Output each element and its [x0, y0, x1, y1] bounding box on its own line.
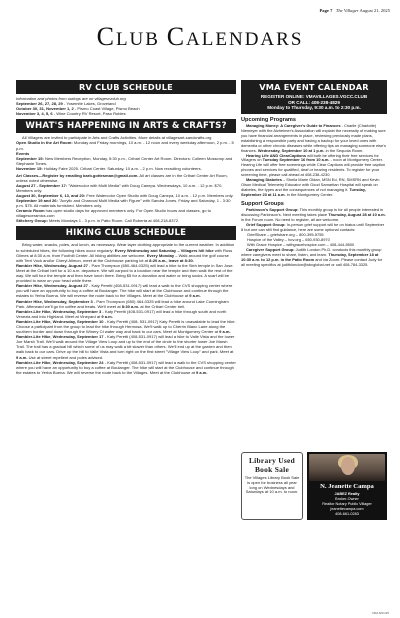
- arts-stitchery: Stitchery Group: Meets Mondays 1 - 3 p.m. in Patio Room. Call Roberta at 408-218-8372.: [16, 218, 180, 224]
- hike-6: Rambler-Lite Hike, Wednesday, September 17 - Katy Peretti (408-531-0917) will lead a hike to Valle Vista and the lower Joe Marsh Trail. We'll walk around the Village View Loop and up to the end of the circle to the shorter lower Joe Marsh Trail. The trail has a gradual hill which some of us may walk a bit slower than others. We'll end up at the garden and then walk back to our cars. Drive up the hill to Valle Vista and turn right on the first street "Village View Loop" and park. Meet at 9 a.m. Use at street repellent and poles advised.: [16, 334, 235, 360]
- publication-name: The Villager: [335, 8, 359, 13]
- library-ad-title-2: Book Sale: [254, 465, 290, 474]
- support-groups-heading: Support Groups: [241, 201, 284, 208]
- arts-event-1: September 15: New Members Reception, Monday, 5:30 p.m., Cribari Center Art Room. Directors: Colleen Mosscrop and Stephanie Tones.: [16, 155, 233, 166]
- realtor-phone: 408-661-0283: [335, 512, 359, 516]
- rv-club-banner: RV CLUB SCHEDULE: [16, 80, 236, 94]
- vma-hours: Monday to Thursday, 9:30 a.m. to 2:30 p.m.: [267, 105, 361, 111]
- realtor-name: N. Jeanette Campa: [320, 483, 374, 490]
- rv-trip-2: October 30, 31, November 1, 2 - Pismo Coast Village, Pismo Beach: [16, 106, 140, 112]
- page-header: [319, 8, 390, 13]
- hiking-club-banner: HIKING CLUB SCHEDULE: [16, 226, 236, 240]
- realtor-role: Broker-Owner: [335, 497, 359, 501]
- title-rest-2: ALENDARS: [186, 29, 304, 50]
- rv-intro: Information and photos from outings are on villagesrvclub.org: [16, 96, 126, 101]
- title-initial-2: C: [166, 22, 187, 51]
- hike-7: Rambler-Lite Hike, Wednesday, September 24 - Katy Peretti (408-531-0917) will lead a walk to the CVS shopping center where you will have an opportunity to buy a coffee at Boulanger. The hike will start at the Clubhouse and continue through the estates to Yerba Buena. We will reverse the route back to the Villages. Meet at the Clubhouse at 9 a.m.: [16, 359, 236, 375]
- arts-events-heading: Events: [16, 150, 30, 156]
- footer-code: VMA 8/21/25: [371, 611, 389, 615]
- grief-contact-1: GriefShare – griefshare.org – 800-395-5755: [247, 231, 324, 237]
- support-caregiver: Caregiver Support Group: Judith London Ph.D. conducts this monthly group where caregivers meet to share, listen, and learn. Thursday, September 18 at 10:30 a.m. to 12 p.m. in the Patio Room and via Zoom. Please contact Judy for all meeting specifics at judithlondon@sbcglobal.net or call 408-784-3325.: [241, 246, 383, 267]
- realtor-role-2: Realtor Notary Public Villager: [322, 502, 372, 506]
- upcoming-programs-heading: Upcoming Programs: [241, 116, 297, 123]
- hike-3: Rambler Hike, Wednesday, September 3 - Pam Thompson (650) 464-0325 will lead a hike around Lake Cunningham Park. Afterward we'll go for coffee and treats. We'll meet at 8:30 a.m. at the Cribari Center bell.: [16, 298, 229, 309]
- arts-intro: All Villagers are invited to participate in Arts and Crafts Activities. More details at villagesart-sandcrafts.org: [22, 135, 212, 141]
- support-parkinsons: Parkinson's Support Group: This monthly group is for all people interested in discussing Parkinson's. Next meeting takes place Thursday, August 28 at 10 a.m. in the Forum room. No need to register, all are welcome.: [241, 207, 386, 222]
- program-diabetes: Managing Diabetes – Sheila Marie Oldan, MSN Ed, RN, SMSRN and Kevin Olson Medical Telemetry Educator with Good Samaritan Hospital will speak on diabetes, the types and the consequences of not managing it. Tuesday, September 23 at 11 a.m. in the Montgomery Center.: [241, 177, 380, 198]
- arts-event-2: November 15: Holiday Faire 2025. Cribari Center. Saturday, 10 a.m. - 2 p.m. Now recruiting volunteers.: [16, 165, 202, 171]
- rv-trip-3: November 3, 4, 5, 6 - Wine Country RV Resort, Paso Robles: [16, 111, 126, 117]
- library-book-sale-ad: [241, 452, 303, 520]
- hike-1: Rambler Hike, Wednesday, August 27 - Pam Thompson (650-464-0325) will lead a hike to the Sieh temple in San Jose. Meet at the Cribari bell for a 10 a.m. departure. We will carpool to a location near the temple and then walk the rest of the way. We will tour the temple and then have lunch there. Bring $5 for a donation and water or bring socks. A scarf will be provided to wear on your head while there.: [16, 262, 234, 284]
- issue-date: August 21, 2025: [359, 8, 390, 13]
- vma-register-online: REGISTER ONLINE: VMAVILLAGES.VGCC.CLUB: [260, 94, 368, 99]
- arts-class-2: August 30, September 6, 13, and 20: Free Watercolor Open Studio with Doug Canepa, 10 a.m. - 12 p.m. Members only.: [16, 192, 234, 198]
- realtor-company: JABEZ Realty: [334, 492, 360, 496]
- vma-registration-info: [241, 94, 387, 114]
- realtor-photo: [309, 454, 385, 481]
- hike-5: Rambler-Lite Hike, Wednesday, September 10 - Katy Peretti (408- 531-0917) Katy Peretti is unavailable to lead the hike. Choose a participant from the group to lead the hike through Hermosa. We'll walk up to Cherrin Blanc Lane along the southern border and down through the Winery Ct water way and back to our cars. Meet at Montgomery Center at 9 a.m.: [16, 318, 236, 335]
- program-money: Managing Money: A Caregiver's Guide to Finances - Charlie (Charlotte) Niemeyer with the Alzheimer's Association will explain the necessity of making sure you have financial arrangements in place, reviewing previously made plans, establishing a responsible party and having a backup for your loved ones with dementia or other chronic diseases while offering tips on managing someone else's finances. Wednesday, September 10 at 1 p.m. in the Sequoia Room.: [241, 122, 386, 153]
- right-column: [241, 80, 387, 450]
- arts-crafts-banner: WHAT'S HAPPENING IN ARTS & CRAFTS?: [16, 119, 236, 133]
- grief-contact-2: Hospice of the Valley – hov.org – 650-930-8970: [247, 236, 330, 242]
- program-hearing: Hearing Life AND ClearCaptions will both be offering their free services for Villagers on Tuesday September 16 from 10 a.m. - noon at Montgomery Center. Hearing Life will offer free screenings while Clear Captions will provide free caption phones and services for qualified, deaf or hearing residents. To register for your screening time, please call ahead at 408-238-4230.: [241, 152, 386, 178]
- arts-open-studio: Open Studio in the Art Room: Monday and Friday mornings, 10 a.m. - 12 noon and every weekday afternoon, 2 p.m. - 5 p.m.: [16, 140, 234, 151]
- page-title: [0, 22, 400, 52]
- vma-calendar-banner: VMA EVENT CALENDAR: [241, 80, 387, 94]
- realtor-ad: [307, 452, 387, 520]
- ads-area: [241, 452, 387, 520]
- hike-4: Rambler-Lite Hike, Wednesday, September 3 - Katy Peretti (408-531-0917) will lead a hike through south and north Venezia and into Highland. Meet at Vineyard at 9 a.m.: [16, 308, 227, 319]
- left-column: [16, 80, 236, 608]
- rv-trip-1: September 26, 27, 28, 29 - Yosemite Lakes, Groveland: [16, 101, 116, 107]
- hike-2: Rambler Hike, Wednesday, August 27 - Katy Peretti (408-531-0917) will lead a walk to the CVS shopping center where you will have an opportunity to buy a coffee at Boulanger. The hike will start at the Clubhouse and continue through the estates to Yerba Buena. We will reverse the route back to the Villages. Meet at the Clubhouse at 9 a.m.: [16, 283, 233, 299]
- library-ad-title-1: Library Used: [248, 456, 296, 465]
- arts-class-3: September 19 and 26: "Acrylic and Charcoal Multi Media with Figure" with Sandra Jones. Friday and Saturday, 1 - 3:30 p.m. $75. All materials furnished. Members only.: [16, 198, 231, 209]
- vma-phone: OR CALL: 408-238-4829: [288, 99, 340, 105]
- support-grief: Grief Support Group: In-person grief support will be on hiatus until September 8 but one can still find guidance, here are some optional contacts:: [241, 221, 385, 232]
- hiking-intro: Bring water, snacks, poles, and lunch, as necessary. Wear layer clothing appropriate to the current weather. In addition to scheduled hikes, the following hikes occur regularly: Every Wednesday and Saturday – Villagers hill hike with Russ Gilmes at 8:30 a.m. from Foothill Center. All hiking abilities are welcome. Every Monday – Walk around the golf course with Terri Vock and/or Cheryl Allmon, meet at the Clubhouse parking lot at 8:20 a.m., leave at 8:30.: [16, 242, 235, 263]
- grief-contact-3: With Grace Hospice – withgracehospice.com – 408-444-5500: [247, 241, 355, 247]
- title-rest-1: LUB: [115, 29, 167, 50]
- arts-ceramic: Ceramic Room has open studio days for approved members only. For Open Studio hours and classes, go to villagesceramics.com: [16, 208, 211, 219]
- arts-classes: Art Classes—Register by emailing barb.gottesman@gmail.com. All art classes are in the Cribari Center Art Room, unless noted otherwise.: [16, 172, 228, 183]
- page-number: Page 7: [319, 8, 333, 13]
- title-initial-1: C: [96, 22, 116, 51]
- arts-class-1: August 27 - September 17: "Watercolor with Multi Media" with Doug Canepa. Wednesdays, 10 a.m. - 12 p.m. $70. Members only.: [16, 182, 223, 193]
- library-ad-text: The Villages Library Book Sale is open for business all year long on Wednesdays and Saturdays at 10 a.m. to noon.: [244, 475, 300, 495]
- realtor-website: jeanettecampa.com: [330, 507, 364, 511]
